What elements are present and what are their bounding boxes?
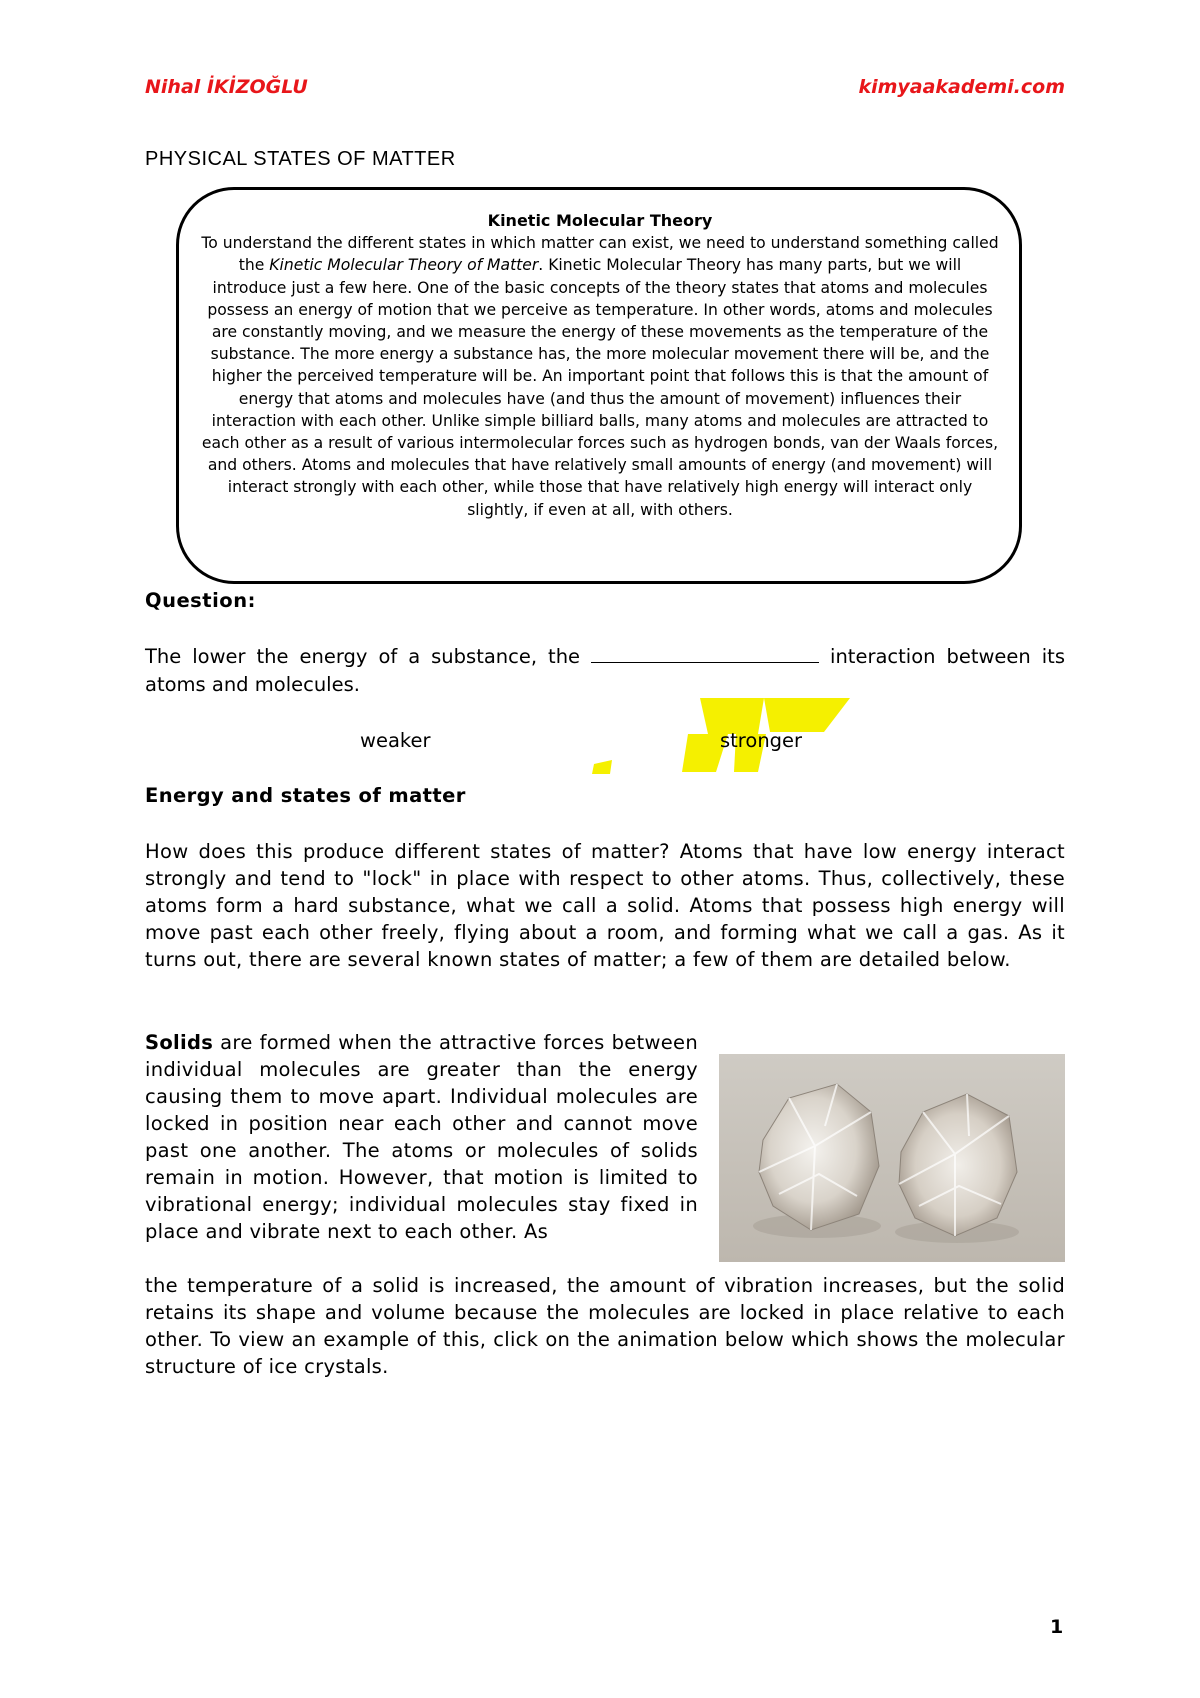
option-stronger[interactable]: stronger [720, 729, 803, 752]
page-number: 1 [1050, 1616, 1064, 1638]
solids-paragraph-column [145, 1029, 698, 1245]
watermark-shape-2 [764, 698, 850, 732]
kmt-text-2: . Kinetic Molecular Theory has many parts, but we will introduce just a few here. One of the basic concepts of the theory states that atoms and molecules possess an energy of motion that we perceive as temperature. In other words, atoms and molecules are constantly moving, and we measure the energy of these movements as the temperature of the substance. The more energy a substance has, the more molecular movement there will be, and the higher the perceived temperature will be. An important point that follows this is that the amount of energy that atoms and molecules have (and thus the amount of movement) influences their interaction with each other. Unlike simple billiard balls, many atoms and molecules are attracted to each other as a result of various intermolecular forces such as hydrogen bonds, van der Waals forces, and others. Atoms and molecules that have relatively small amounts of energy (and movement) will interact strongly with each other, while those that have relatively high energy will interact only slightly, if even at all, with others. [201, 256, 999, 519]
header-author: Nihal İKİZOĞLU [145, 76, 308, 98]
kmt-text-block [200, 210, 1000, 521]
solids-text-column: are formed when the attractive forces between individual molecules are greater than the energy causing them to move apart. Individual molecules are locked in position near each other and cannot move past one another. The atoms or molecules of solids remain in motion. However, that motion is limited to vibrational energy; individual molecules stay fixed in place and vibrate next to each other. As [145, 1031, 698, 1243]
question-text-before: The lower the energy of a substance, the [145, 645, 592, 668]
energy-paragraph: How does this produce different states of matter? Atoms that have low energy interact strongly and tend to "lock" in place with respect to other atoms. Thus, collectively, these atoms form a hard substance, what we call a solid. Atoms that possess high energy will move past each other freely, flying about a room, and forming what we call a gas. As it turns out, there are several known states of matter; a few of them are detailed below. [145, 840, 1065, 971]
solids-paragraph-continued: the temperature of a solid is increased, the amount of vibration increases, but the solid retains its shape and volume because the molecules are locked in place relative to each other. To view an example of this, click on the animation below which shows the molecular structure of ice crystals. [145, 1274, 1065, 1378]
kmt-text-1: To understand the different states in which matter can exist, we need to understand something called the [201, 234, 999, 275]
ice-crystals-photo [719, 1054, 1065, 1262]
energy-heading: Energy and states of matter [145, 784, 466, 807]
kmt-paragraph [200, 232, 1000, 521]
header-site[interactable]: kimyaakademi.com [858, 76, 1065, 98]
question-label: Question: [145, 589, 256, 612]
option-weaker[interactable]: weaker [360, 729, 431, 752]
kmt-heading: Kinetic Molecular Theory [487, 211, 713, 230]
watermark-shape-5 [592, 760, 612, 774]
question-text-after: interaction between its atoms and molecules. [145, 645, 1065, 696]
kmt-italic-term: Kinetic Molecular Theory of Matter [269, 256, 539, 275]
page-title: PHYSICAL STATES OF MATTER [145, 148, 456, 170]
solids-term: Solids [145, 1031, 214, 1054]
answer-blank[interactable] [591, 644, 819, 663]
